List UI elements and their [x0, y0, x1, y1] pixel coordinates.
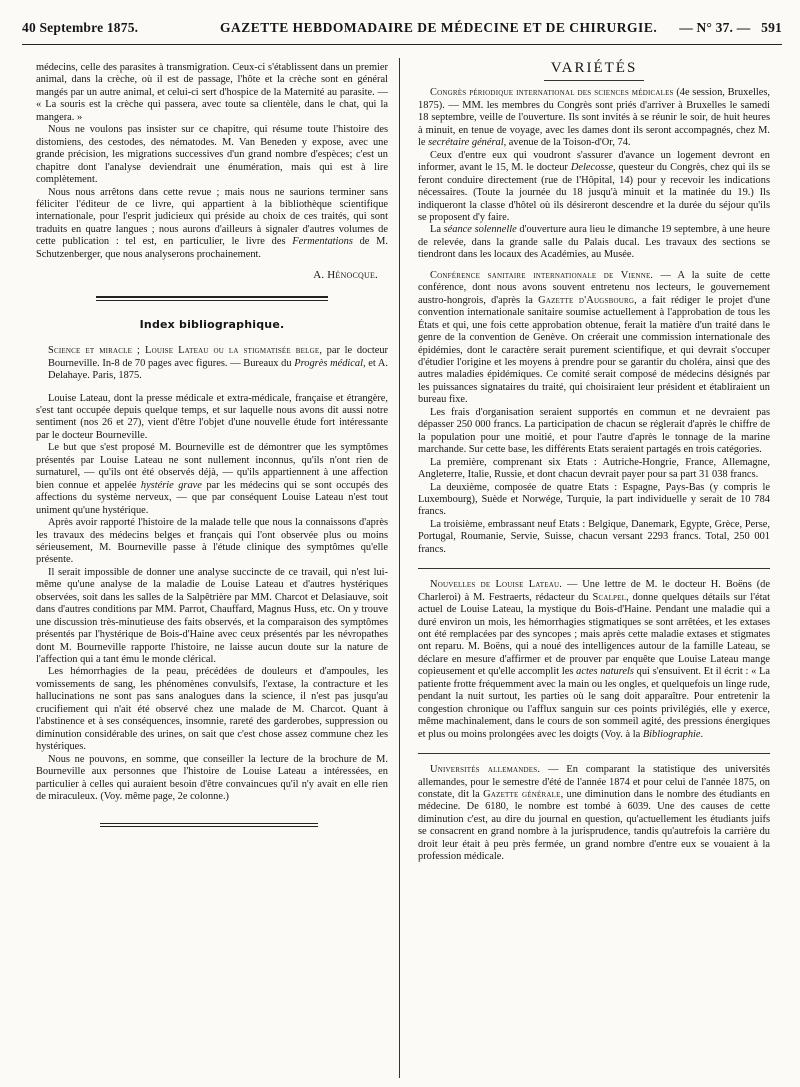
header-number-page — [679, 20, 782, 36]
header-page: 591 — [761, 20, 782, 35]
left-column — [36, 62, 388, 827]
review-paragraph: Nous nous arrêtons dans cette revue ; mais nous ne saurions terminer sans féliciter l'éditeur de ce livre, qui appartient à la bibliothèque scientifique internationale, pour l'esprit judicieux qui préside au choix de ces traités, qui sont traduits en quatre langues ; nous aurons d'ailleurs à signaler d'autres volumes de cette publication : tel est, en particulier, le livre des Fermentations de M. Schutzenberger, que nous analyserons prochainement. — [36, 186, 389, 260]
news-paragraph: Conférence sanitaire internationale de Vienne. — A la suite de cette conférence, dont nous avons souvent entretenu nos lecteurs, le gouvernement austro-hongrois, d'après la Gazette d'Augsbourg, a fait rédiger le projet d'une convention internationale sanitaire soumise actuellement à l'approbation de tous les États et qui, une fois cette approbation obtenue, ferait la matière d'un traité dans le genre de la convention de Genève. On créerait une commission internationale des épidémies, dont le caractère serait purement scientifique, et qui devrait s'occuper d'étudier l'origine et les moyens à prendre pour se garantir du choléra, ainsi que des autres maladies épidémiques. Ce comité serait composé de médecins désignés par les puissances signataires du traité, qui choisiraient leur président et établiraient un bureau fixe. — [418, 269, 770, 406]
review-paragraph: Nous ne voulons pas insister sur ce chapitre, qui résume toute l'histoire des distomiens, des cestodes, des nématodes. M. Van Beneden y expose, avec une grande précision, les migrations successives d'un grand nombre d'espèces; c'est un chapitre dont l'analyse deviendrait une énumération, mais qui est à lire complètement. — [36, 124, 388, 186]
news-paragraph: La première, comprenant six Etats : Autriche-Hongrie, France, Allemagne, Angleterre, Italie, Russie, et dont chacun devrait payer pour sa part 31 038 francs. — [418, 456, 770, 481]
news-paragraph: Congrès périodique international des sciences médicales (4e session, Bruxelles, 1875). — MM. les membres du Congrès sont priés d'arriver à Bruxelles le samedi 18 septembre, veille de l'ouverture. Ils sont invités à se réunir le soir, de huit heures à minuit, en tenue de voyage, avec les dames dont ils seront accompagnés, chez M. le secrétaire général, avenue de la Toison-d'Or, 74. — [418, 87, 770, 149]
news-paragraph: La troisième, embrassant neuf Etats : Belgique, Danemark, Egypte, Grèce, Perse, Portugal, Roumanie, Servie, Suisse, chacun versant 2293 francs. Total, 250 001 francs. — [418, 518, 770, 555]
header-rule — [22, 44, 782, 45]
title-rule — [544, 80, 644, 81]
end-rule-thin — [100, 826, 318, 827]
header-date: 40 Septembre 1875. — [22, 20, 139, 35]
section-separator — [418, 753, 770, 754]
running-header — [22, 14, 782, 40]
header-number: — N° 37. — — [679, 20, 751, 35]
review-paragraph: Après avoir rapporté l'histoire de la malade telle que nous la connaissons d'après les travaux des médecins belges et français qui l'ont observée plus ou moins sérieusement, M. Bourneville passe à l'étude clinique des symptômes qu'elle présente. — [36, 517, 388, 566]
news-paragraph: La séance solennelle d'ouverture aura lieu le dimanche 19 septembre, à une heure de relevée, dans la grande salle du Palais ducal. Les travaux des sections se tiendront dans les locaux des Académies, au Musée. — [418, 224, 771, 261]
index-heading: Index bibliographique. — [139, 317, 285, 331]
signature: A. Hénocque. — [313, 269, 378, 282]
right-column — [418, 62, 770, 864]
review-paragraph: Louise Lateau, dont la presse médicale et extra-médicale, française et étrangère, s'est tant occupée depuis quelque temps, et sur laquelle nous avons dit aussi notre sentiment (nos 26 et 27), vient d'être l'objet d'une nouvelle étude fort intéressante par le docteur Bourneville. — [36, 392, 388, 441]
column-divider — [399, 58, 400, 1078]
section-separator — [418, 568, 770, 569]
news-paragraph: Nouvelles de Louise Lateau. — Une lettre de M. le docteur H. Boëns (de Charleroi) à M. Festraerts, rédacteur du Scalpel, donne quelques détails sur l'état actuel de Louise Lateau, la mystique du Bois-d'Haine. Pendant une maladie qui a duré environ un mois, les hémorrhagies stigmatiques se sont arrêtées, et les extases ont été remplacées par des syncopes ; mais après cette maladie extases et stigmates ont reparu. M. Boëns, qui a noué des intelligences autour de la famille Lateau, se déclare en mesure d'affirmer et de prouver par enquête que Louise Lateau mange copieusement et qu'elle accomplit les actes naturels qui s'ensuivent. Et il écrit : « La patiente frotte fréquemment avec la main ou les ongles, et quelquefois un linge rude, pendant la nuit surtout, les parties où le sang doit apparaître. Pour entretenir la congestion chronique ou l'afflux sanguin sur ces points privilégiés, elle y exerce, même machinalement, dans le cours de son sommeil agité, des pressions énergiques et plus ou moins prolongées avec les doigts (Voy. à la Bibliographie. — [418, 579, 771, 740]
review-paragraph: Il serait impossible de donner une analyse succincte de ce travail, qui n'est lui-même qu'une analyse de la maladie de Louise Lateau et d'autres hystériques observées, soit dans les salles de la Salpêtrière par MM. Charcot et Delasiauve, soit dans d'autres conditions par MM. Parrot, Chauffard, Magnus Huss, etc. On y trouve une discussion très-minutieuse des faits observés, et la comparaison des symptômes présentés par l'hystérique de Bois-d'Haine avec ceux présentés par les névropathes dont M. Bourneville rapporte l'histoire, ne laisse aucun doute sur la nature de l'affection qui a tant ému le monde clérical. — [36, 566, 388, 666]
news-paragraph: La deuxième, composée de quatre Etats : Espagne, Pays-Bas (y compris le Luxembourg), Suède et Norwége, Turquie, la part individuelle y serait de 10 784 francs. — [418, 481, 770, 518]
section-title-varietes: VARIÉTÉS — [550, 60, 638, 76]
news-paragraph: Universités allemandes. — En comparant la statistique des universités allemandes, pour le semestre d'été de l'année 1874 et pour celui de l'année 1875, on constate, dit la Gazette générale, une diminution dans le nombre des étudiants en médecine. De 6180, le nombre est tombé à 6039. Une des causes de cette diminution c'est, au dire du journal en question, qu'actuellement les étudiants juifs se consacrent en grand nombre à la jurisprudence, tandis qu'autrefois la carrière du droit leur était à peu près fermée, un grand nombre d'entre eux se vouaient à la profession médicale. — [418, 764, 770, 863]
news-paragraph: Ceux d'entre eux qui voudront s'assurer d'avance un logement devront en informer, avant le 15, M. le docteur Delecosse, questeur du Congrès, chez qui ils se feront conduire directement (rue de l'Hôpital, 14) pour y recevoir les indications nécessaires. (Toute la journée du 18 jusqu'à minuit et la matinée du 19.) Ils indiqueront la classe d'hôtel où ils désireront descendre et la durée du séjour qu'ils se proposent d'y faire. — [418, 149, 770, 223]
review-paragraph: Le but que s'est proposé M. Bourneville est de démontrer que les symptômes présentés par Louise Lateau ne sont nullement inconnus, qu'ils n'ont rien de surnaturel, — qu'ils ont été observés déjà, — qu'ils appartiennent à une affection bien connue et appelée hystérie grave par les médecins qui se sont occupés des affections du système nerveux, — que par conséquent Louise Lateau n'est tout uniment qu'une hystérique. — [36, 442, 388, 516]
review-paragraph: Les hémorrhagies de la peau, précédées de douleurs et d'ampoules, les vomissements de sang, les phénomènes convulsifs, l'extase, la contracture et les hallucinations ne sont pas sans analogues dans la science, il n'est pas jusqu'au crucifiement qui n'ait été observé chez une malade de M. Charcot. Quant à l'abstinence et à ses conséquences, insomnie, rareté des garderobes, suppression ou diminution considérable des urines, on sait que c'est chose assez commune chez les hystériques. — [36, 666, 388, 753]
header-title: GAZETTE HEBDOMADAIRE DE MÉDECINE ET DE CHIRURGIE. — [220, 20, 658, 35]
end-rule — [100, 823, 318, 824]
news-paragraph: Les frais d'organisation seraient supportés en commun et ne devraient pas dépasser 250 000 francs. La participation de chacun se réglerait d'après le chiffre de la population pour une moitié, et pour l'autre d'après le tonnage de la marine marchande. Sur cette base, les différents Etats seraient partagés en trois catégories. — [418, 406, 770, 456]
section-rule-thin — [96, 300, 328, 301]
review-paragraph: médecins, celle des parasites à transmigration. Ceux-ci s'établissent dans un premier animal, dans la crèche, où il est de passage, l'hôte et la crèche sont en général mangés par un autre animal, et celui-ci sert d'hospice de la Maternité au parasite. — « La souris est la crèche qui passera, avec toute sa clientèle, dans le chat, qui la mangera. » — [36, 62, 388, 123]
book-citation: Science et miracle ; Louise Lateau ou la stigmatisée belge, par le docteur Bourneville. In-8 de 70 pages avec figures. — Bureaux du Progrès médical, et A. Delahaye. Paris, 1875. — [48, 345, 388, 382]
review-paragraph: Nous ne pouvons, en somme, que conseiller la lecture de la brochure de M. Bourneville aux personnes que l'histoire de Louise Lateau a intéressées, en particulier à celles qui auraient besoin d'être convaincues qu'il n'y avait en elle rien de miraculeux. (Voy. même page, 2e colonne.) — [36, 753, 388, 803]
section-rule — [96, 296, 328, 298]
